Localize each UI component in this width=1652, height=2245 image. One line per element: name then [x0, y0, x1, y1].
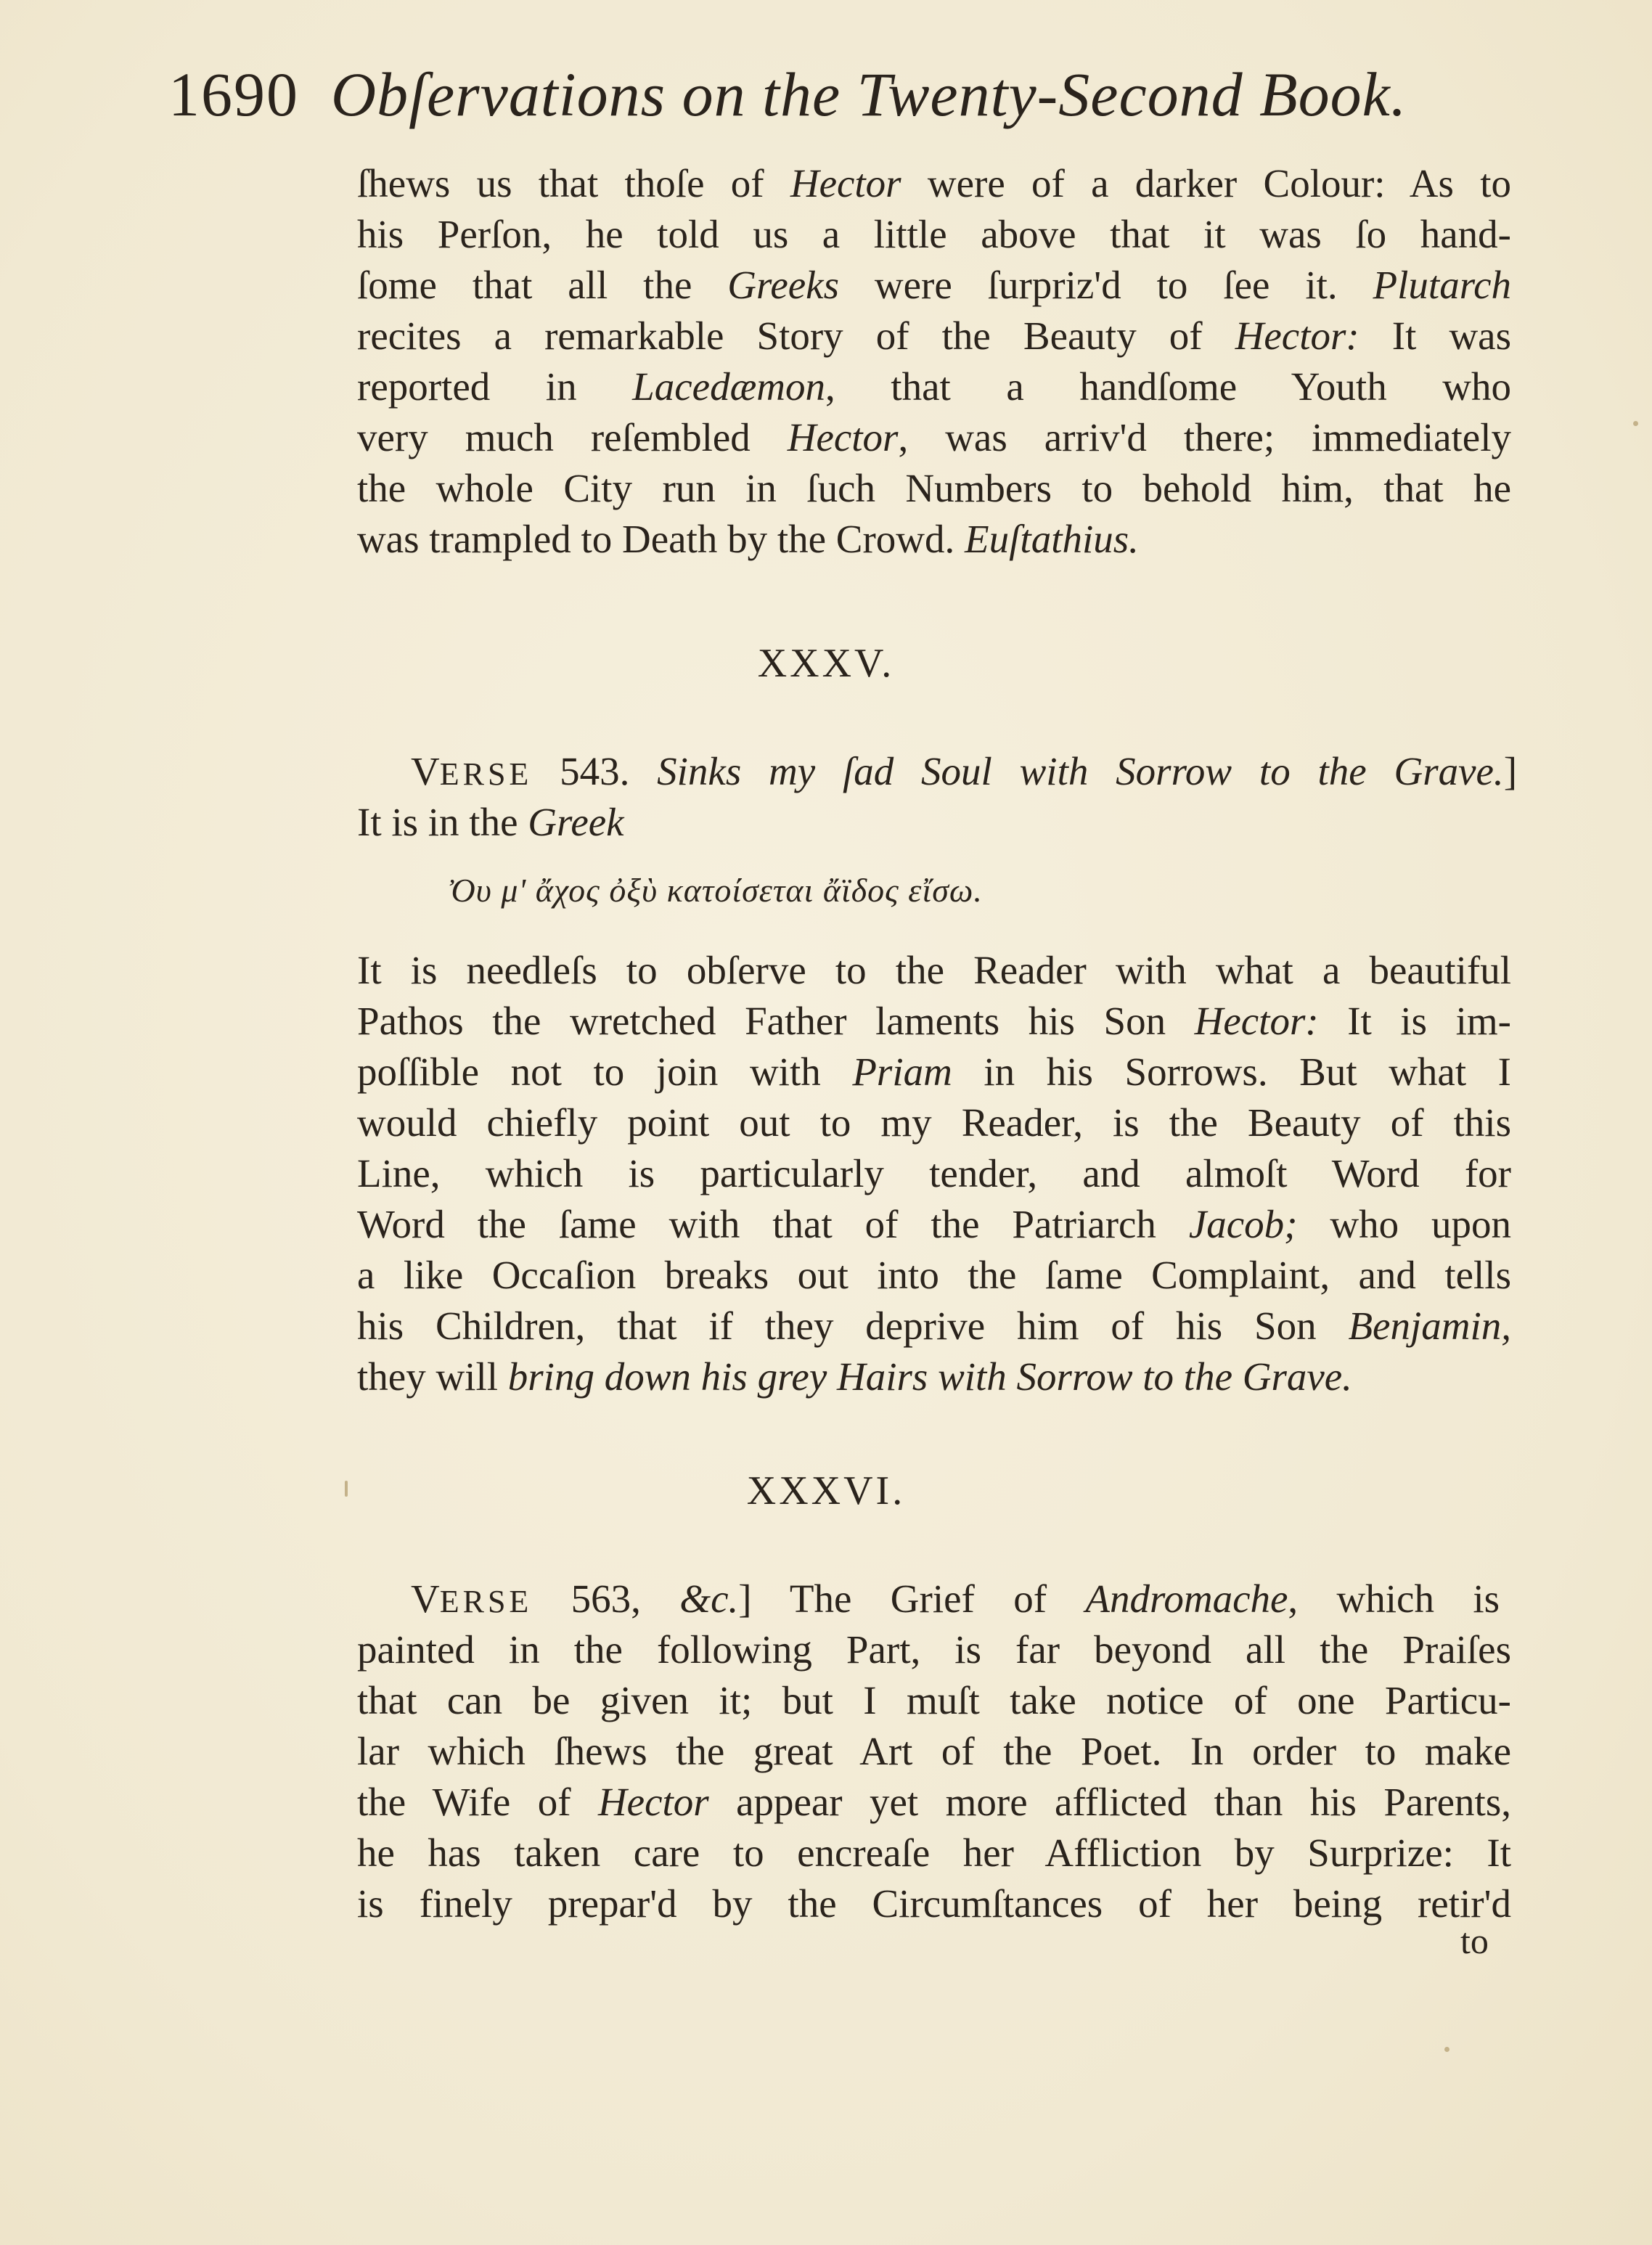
text-line: they will bring down his grey Hairs with Sorrow to the Grave.	[357, 1354, 1352, 1399]
paper-speck	[1444, 2047, 1449, 2052]
text-line: reported in Lacedæmon, that a handſome Youth who	[357, 364, 1512, 409]
text-line: poſſible not to join with Priam in his Sorrows. But what I	[357, 1050, 1511, 1094]
page-header	[168, 58, 1475, 138]
text-line: painted in the following Part, is far beyond all the Praiſes	[357, 1627, 1511, 1672]
paper-speck	[1633, 421, 1638, 426]
running-title: Obſervations on the Twenty-Second Book.	[331, 60, 1407, 129]
section-heading-xxxvi: XXXVI.	[746, 1468, 906, 1513]
text-line: ſome that all the Greeks were ſurpriz'd to ſee it. Plutarch	[357, 263, 1511, 307]
text-line: Line, which is particularly tender, and almoſt Word for	[357, 1151, 1511, 1195]
text-line: recites a remarkable Story of the Beauty of Hector: It was	[357, 314, 1511, 358]
paper-mark	[345, 1481, 348, 1497]
text-line: is finely prepar'd by the Circumſtances of her being retir'd	[357, 1881, 1511, 1926]
text-line: the whole City run in ſuch Numbers to behold him, that he	[357, 466, 1511, 510]
text-line: his Children, that if they deprive him of his Son Benjamin,	[357, 1304, 1511, 1348]
text-line: It is needleſs to obſerve to the Reader with what a beautiful	[357, 948, 1511, 992]
greek-quotation: Ὀυ μ' ἄχος ὀξὺ κατοίσεται ἄϊδος εἴσω.	[448, 872, 983, 909]
section-heading-xxxv: XXXV.	[757, 641, 895, 686]
text-line: VERSE 563, &c.] The Grief of Andromache, which is	[411, 1577, 1500, 1621]
verse-reference-line: VERSE 543. Sinks my ſad Soul with Sorrow to the Grave.]	[411, 749, 1518, 793]
text-line: very much reſembled Hector, was arriv'd there; immediately	[357, 415, 1511, 459]
text-line: his Perſon, he told us a little above that it was ſo hand-	[357, 212, 1511, 256]
text-line: the Wife of Hector appear yet more afflicted than his Parents,	[357, 1780, 1511, 1824]
text-line: was trampled to Death by the Crowd. Euſtathius.	[357, 517, 1139, 561]
text-line: would chiefly point out to my Reader, is the Beauty of this	[357, 1100, 1511, 1145]
text-line: that can be given it; but I muſt take notice of one Particu-	[357, 1678, 1511, 1722]
text-line: Word the ſame with that of the Patriarch Jacob; who upon	[357, 1202, 1511, 1246]
text-line: It is in the Greek	[357, 800, 624, 844]
text-line: Pathos the wretched Father laments his Son Hector: It is im-	[357, 999, 1511, 1043]
text-line: ſhews us that thoſe of Hector were of a darker Colour: As to	[357, 161, 1511, 205]
text-line: a like Occaſion breaks out into the ſame Complaint, and tells	[357, 1253, 1511, 1297]
text-line: lar which ſhews the great Art of the Poet. In order to make	[357, 1729, 1511, 1773]
catchword: to	[1460, 1921, 1489, 1961]
page-number: 1690	[168, 60, 299, 129]
text-line: he has taken care to encreaſe her Affliction by Surprize: It	[357, 1831, 1511, 1875]
